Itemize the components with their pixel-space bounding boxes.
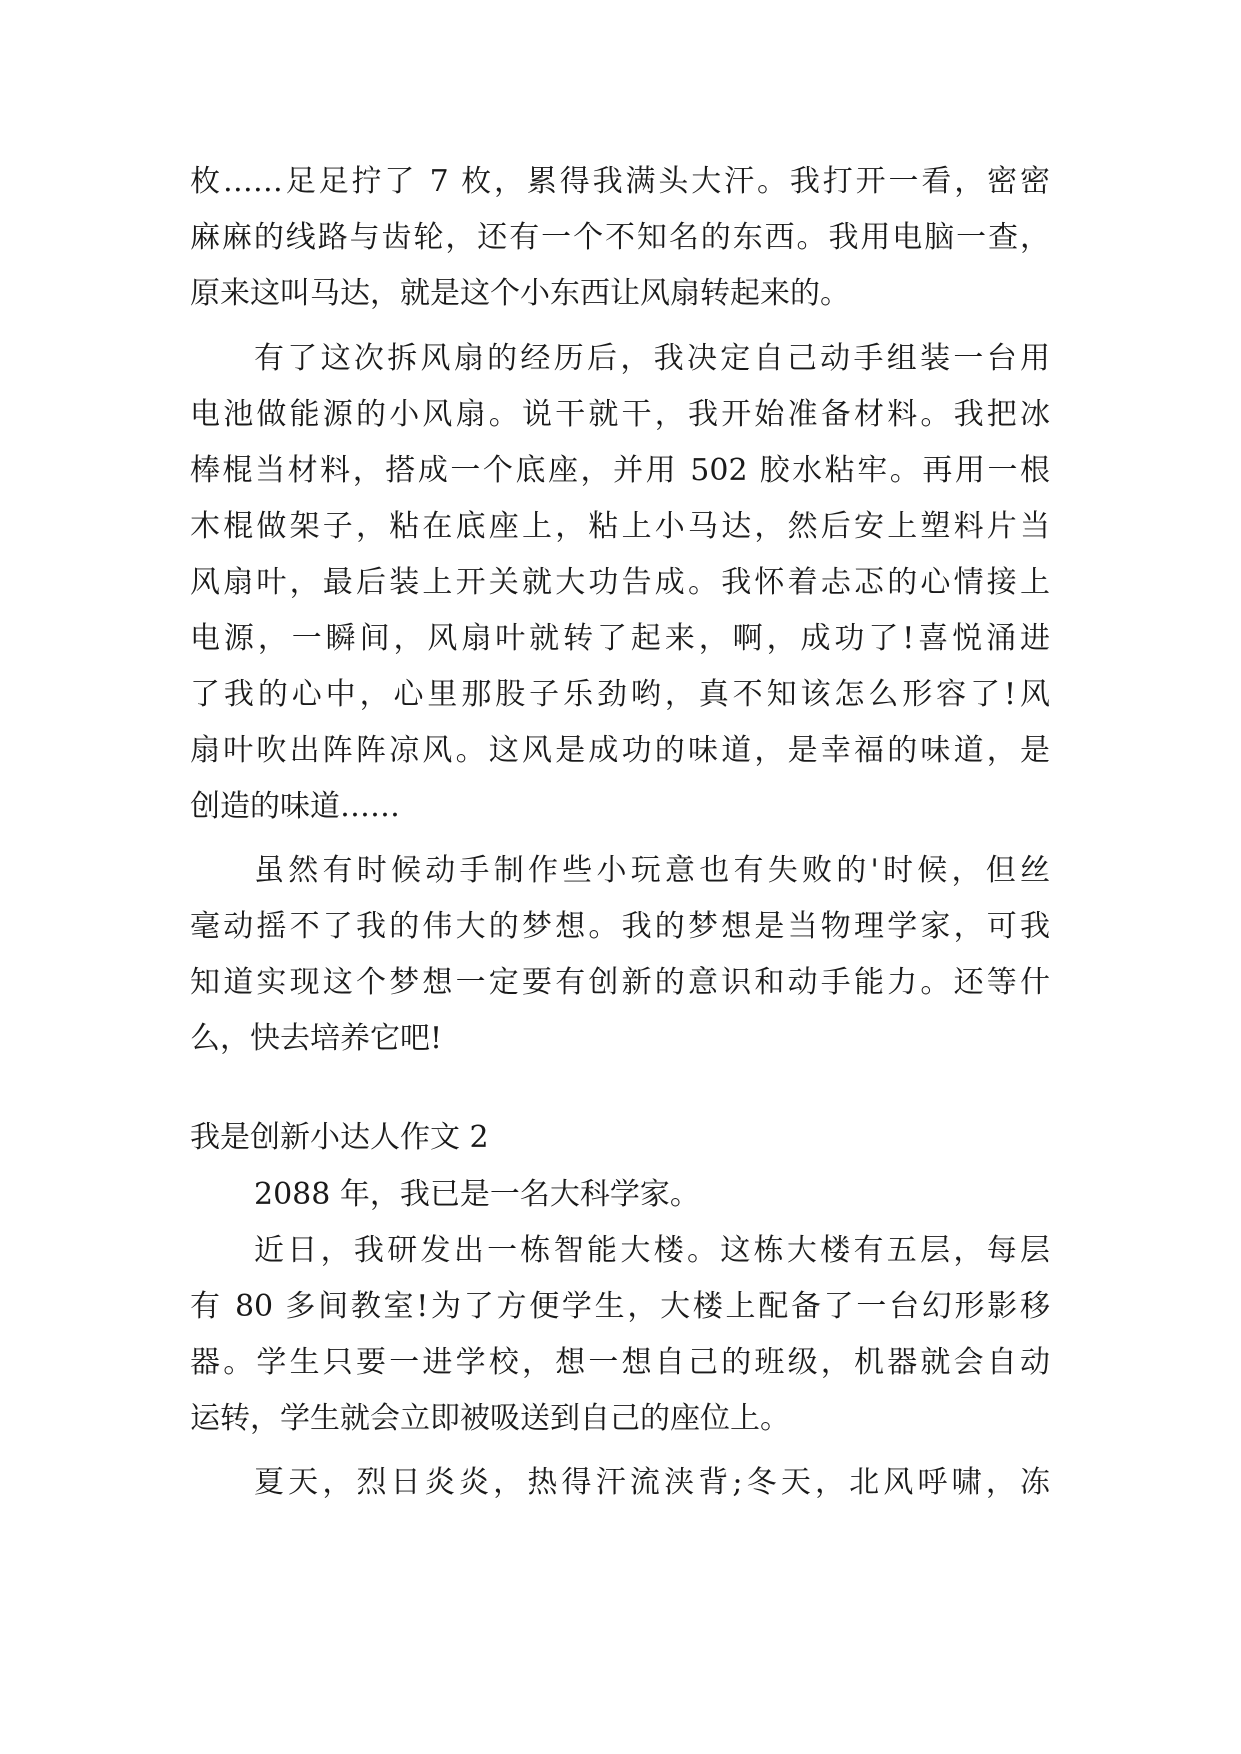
paragraph-3-line-2: 毫动摇不了我的伟大的梦想。我的梦想是当物理学家，可我: [190, 909, 1050, 944]
paragraph-2-line-4: 木棍做架子，粘在底座上，粘上小马达，然后安上塑料片当: [190, 509, 1050, 544]
paragraph-1-line-2: 麻麻的线路与齿轮，还有一个不知名的东西。我用电脑一查，: [190, 220, 1050, 255]
paragraph-2-line-6: 电源，一瞬间，风扇叶就转了起来，啊，成功了!喜悦涌进: [190, 621, 1050, 656]
paragraph-2-line-1: 有了这次拆风扇的经历后，我决定自己动手组装一台用: [254, 341, 1050, 376]
paragraph-3-line-3: 知道实现这个梦想一定要有创新的意识和动手能力。还等什: [190, 965, 1050, 1000]
paragraph-2-line-5: 风扇叶，最后装上开关就大功告成。我怀着忐忑的心情接上: [190, 565, 1050, 600]
paragraph-1-line-3: 原来这叫马达，就是这个小东西让风扇转起来的。: [190, 276, 850, 311]
paragraph-5-line-3: 器。学生只要一进学校，想一想自己的班级，机器就会自动: [190, 1345, 1050, 1380]
paragraph-5-line-2: 有 80 多间教室!为了方便学生，大楼上配备了一台幻形影移: [190, 1289, 1050, 1324]
paragraph-5-line-4: 运转，学生就会立即被吸送到自己的座位上。: [190, 1401, 790, 1436]
paragraph-1-line-1: 枚……足足拧了 7 枚，累得我满头大汗。我打开一看，密密: [190, 164, 1050, 199]
paragraph-2-line-2: 电池做能源的小风扇。说干就干，我开始准备材料。我把冰: [190, 397, 1050, 432]
paragraph-2-line-7: 了我的心中，心里那股子乐劲哟，真不知该怎么形容了!风: [190, 677, 1050, 712]
paragraph-2-line-9: 创造的味道……: [190, 789, 400, 824]
paragraph-2-line-3: 棒棍当材料，搭成一个底座，并用 502 胶水粘牢。再用一根: [190, 453, 1050, 488]
paragraph-4-line-1: 2088 年，我已是一名大科学家。: [254, 1177, 700, 1212]
paragraph-2-line-8: 扇叶吹出阵阵凉风。这风是成功的味道，是幸福的味道，是: [190, 733, 1050, 768]
paragraph-3-line-4: 么，快去培养它吧!: [190, 1021, 443, 1056]
paragraph-5-line-1: 近日，我研发出一栋智能大楼。这栋大楼有五层，每层: [254, 1233, 1050, 1268]
paragraph-6-line-1: 夏天，烈日炎炎，热得汗流浃背;冬天，北风呼啸，冻: [254, 1465, 1050, 1500]
essay-heading: 我是创新小达人作文 2: [190, 1120, 489, 1155]
paragraph-3-line-1: 虽然有时候动手制作些小玩意也有失败的'时候，但丝: [254, 853, 1050, 888]
